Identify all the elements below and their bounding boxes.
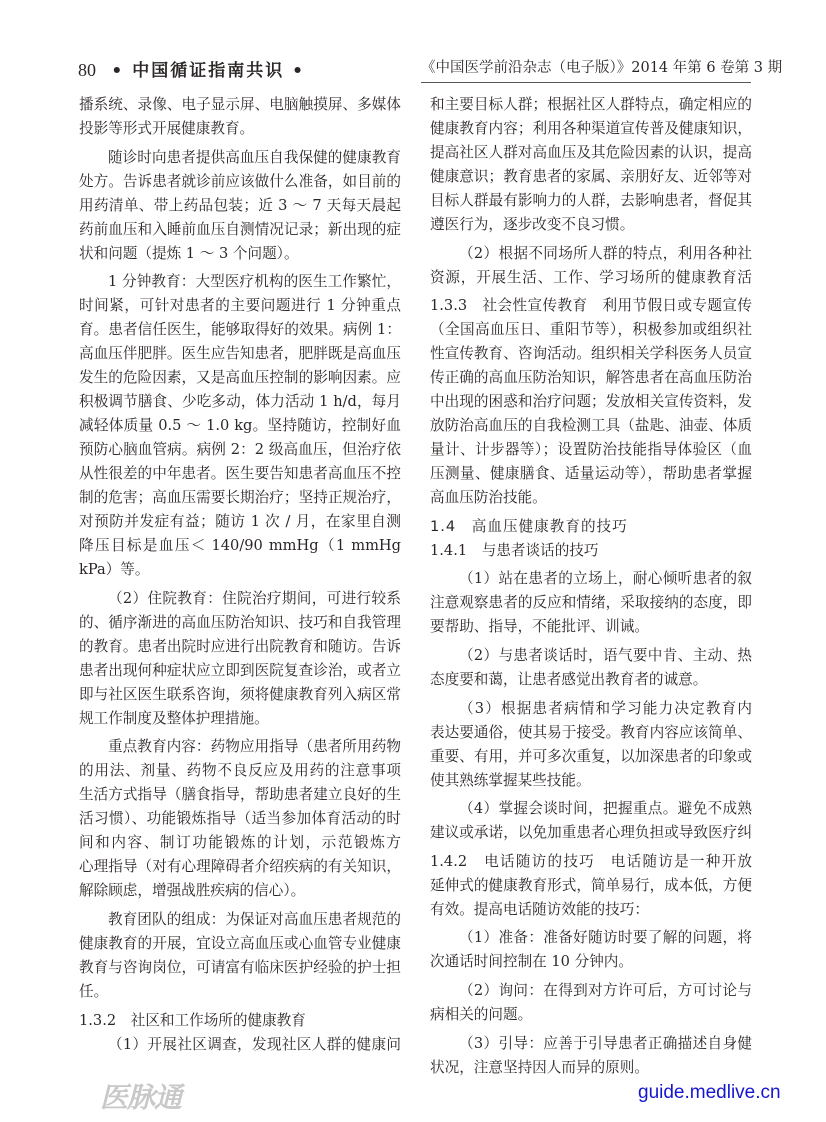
text-line: 任。 (79, 982, 109, 1000)
paragraph (430, 93, 752, 237)
section-title: • 中国循证指南共识 • (111, 61, 305, 81)
section-heading (430, 539, 752, 563)
text-line: 制的危害；高血压需要长期治疗；坚持正规治疗， (79, 489, 401, 507)
page-number: 80 (78, 60, 96, 80)
text-line: 目标人群最有影响力的人群，去影响患者，督促其 (430, 192, 752, 209)
text-line: 高血压防治技能。 (430, 489, 547, 507)
section-heading (79, 1009, 401, 1033)
text-line: （2）询问：在得到对方许可后，方可讨论与 (459, 981, 752, 999)
text-line: （1）开展社区调查，发现社区人群的健康问 (108, 1035, 401, 1053)
text-line: 1 分钟教育：大型医疗机构的医生工作繁忙， (108, 273, 401, 291)
journal-header: 《中国医学前沿杂志（电子版）》2014 年第 6 卷第 3 期 (421, 56, 751, 83)
text-line: 随诊时向患者提供高血压自我保健的健康教育 (108, 148, 401, 166)
text-line: 健康意识；教育患者的家属、亲朋好友、近邻等对 (430, 168, 752, 185)
text-line: 量计、计步器等）；设置防治技能指导体验区（血 (430, 441, 752, 459)
text-line: 发生的危险因素，又是高血压控制的影响因素。应 (79, 369, 401, 387)
right-column (430, 93, 752, 1080)
paragraph (430, 644, 752, 692)
text-line: 积极调节膳食、少吃多动，体力活动 1 h/d，每月 (79, 393, 401, 411)
text-line: 要帮助、指导，不能批评、训诫。 (430, 618, 649, 636)
text-line: 次通话时间控制在 10 分钟内。 (430, 953, 633, 971)
text-line: 高血压伴肥胖。医生应告知患者，肥胖既是高血压 (79, 345, 401, 363)
text-line: 健康教育的开展，宜设立高血压或心血管专业健康 (79, 934, 401, 952)
paragraph (430, 797, 752, 845)
text-line: 遵医行为，逐步改变不良习惯。 (430, 216, 635, 233)
text-line: 降压目标是血压＜ 140/90 mmHg（1 mmHg (79, 537, 401, 555)
text-line: 病相关的问题。 (430, 1005, 533, 1023)
text-line: 性宣传教育、咨询活动。组织相关学科医务人员宣 (430, 345, 752, 363)
left-column (79, 93, 401, 1057)
text-line: （2）住院教育：住院治疗期间，可进行较系 (108, 589, 401, 607)
text-line: 从性很差的中年患者。医生要告知患者高血压不控 (79, 465, 401, 483)
text-line: 预防心脑血管病。病例 2：2 级高血压，但治疗依 (79, 441, 401, 459)
text-line: 药前血压和入睡前血压自测情况记录；新出现的症 (79, 220, 401, 238)
paragraph (79, 908, 401, 1004)
paragraph (430, 697, 752, 793)
site-link[interactable]: guide.medlive.cn (638, 1082, 781, 1103)
text-line: （2）与患者谈话时，语气要中肯、主动、热 (459, 646, 752, 664)
text-line: kPa）等。 (79, 561, 150, 579)
text-line: 和主要目标人群；根据社区人群特点，确定相应的 (430, 96, 752, 113)
text-line: （1）站在患者的立场上，耐心倾听患者的叙 (459, 570, 752, 588)
text-line: 提高社区人群对高血压及其危险因素的认识，提高 (430, 144, 752, 161)
text-line: 的教育。患者出院时应进行出院教育和随访。告诉 (79, 637, 401, 655)
text-line: （3）根据患者病情和学习能力决定教育内 (459, 699, 752, 717)
text-line: 即与社区医生联系咨询，须将健康教育列入病区常 (79, 685, 401, 703)
text-line: 规工作制度及整体护理措施。 (79, 709, 269, 727)
text-line: （2）根据不同场所人群的特点，利用各种社 (459, 244, 752, 262)
text-line: 压测量、健康膳食、适量运动等），帮助患者掌握 (430, 465, 752, 483)
text-line: 间和内容、制订功能锻炼的计划，示范锻炼方 (79, 834, 401, 852)
text-line: 态度要和蔼，让患者感觉出教育者的诚意。 (430, 670, 708, 688)
paragraph (79, 735, 401, 903)
text-line: 传正确的高血压防治知识，解答患者在高血压防治 (430, 369, 752, 387)
text-line: 育。患者信任医生，能够取得好的效果。病例 1： (79, 321, 401, 339)
text-line: 放防治高血压的自我检测工具（盐匙、油壶、体质 (430, 417, 752, 435)
text-line: 患者出现何种症状应立即到医院复查诊治，或者立 (79, 661, 401, 679)
text-line: （全国高血压日、重阳节等），积极参加或组织社 (430, 321, 752, 339)
text-line: 注意观察患者的反应和情绪，采取接纳的态度，即 (430, 594, 752, 612)
text-line: 1.4.1 与患者谈话的技巧 (430, 541, 599, 559)
text-line: 延伸式的健康教育形式，简单易行，成本低，方便 (430, 876, 752, 894)
medlive-watermark-logo: 医脉通 (100, 1081, 182, 1114)
text-line: 1.3.2 社区和工作场所的健康教育 (79, 1011, 306, 1029)
text-line: 时间紧，可针对患者的主要问题进行 1 分钟重点 (79, 297, 401, 315)
text-line: 的、循序渐进的高血压防治知识、技巧和自我管理 (79, 613, 401, 631)
paragraph (79, 93, 401, 141)
section-heading (430, 515, 752, 539)
paragraph (430, 926, 752, 974)
paragraph (79, 587, 401, 731)
text-line: 减轻体质量 0.5 ～ 1.0 kg。坚持随访，控制好血 (79, 417, 401, 435)
text-line: 生活方式指导（膳食指导，帮助患者建立良好的生 (79, 786, 401, 804)
text-line: 建议或承诺，以免加重患者心理负担或导致医疗纠 (430, 824, 752, 842)
text-line: 对预防并发症有益；随访 1 次 / 月，在家里自测 (79, 513, 401, 531)
paragraph (79, 1033, 401, 1057)
text-line: 用药清单、带上药品包装；近 3 ～ 7 天每天晨起 (79, 196, 401, 214)
paragraph (430, 567, 752, 639)
running-header-left (78, 56, 305, 81)
text-line: 中出现的困惑和治疗问题；发放相关宣传资料，发 (430, 393, 752, 411)
text-line: 活习惯）、功能锻炼指导（适当参加体育活动的时 (79, 810, 401, 828)
text-line: 教育与咨询岗位，可请富有临床医护经验的护士担 (79, 958, 401, 976)
text-line: 心理指导（对有心理障碍者介绍疾病的有关知识， (79, 858, 401, 876)
text-line: （1）准备：准备好随访时要了解的问题，将 (459, 929, 752, 947)
text-line: 解除顾虑，增强战胜疾病的信心）。 (79, 882, 306, 900)
text-line: 教育团队的组成：为保证对高血压患者规范的 (108, 910, 401, 928)
text-line: 表达要通俗，使其易于接受。教育内容应该简单、 (430, 723, 752, 741)
paragraph (430, 850, 752, 922)
text-line: 1.3.3 社会性宣传教育 利用节假日或专题宣传 (430, 297, 752, 315)
paragraph (430, 979, 752, 1027)
text-line: 状况，注意坚持因人而异的原则。 (430, 1058, 649, 1076)
text-line: 使其熟练掌握某些技能。 (430, 771, 591, 789)
paragraph (430, 1032, 752, 1080)
text-line: 投影等形式开展健康教育。 (79, 120, 255, 137)
text-line: 重点教育内容：药物应用指导（患者所用药物 (108, 738, 401, 756)
text-line: 资源，开展生活、工作、学习场所的健康教育活 (430, 268, 752, 286)
text-line: 1.4 高血压健康教育的技巧 (430, 517, 628, 535)
text-line: 的用法、剂量、药物不良反应及用药的注意事项 (79, 762, 401, 780)
text-line: 1.4.2 电话随访的技巧 电话随访是一种开放 (430, 852, 752, 870)
paragraph (79, 270, 401, 582)
paragraph (79, 146, 401, 266)
text-line: 有效。提高电话随访效能的技巧： (430, 900, 649, 918)
text-line: 播系统、录像、电子显示屏、电脑触摸屏、多媒体 (79, 96, 401, 113)
paragraph (430, 294, 752, 510)
text-line: 状和问题（提炼 1 ～ 3 个问题）。 (79, 244, 299, 262)
text-line: 健康教育内容；利用各种渠道宣传普及健康知识， (430, 120, 752, 137)
text-line: （3）引导：应善于引导患者正确描述自身健 (459, 1034, 752, 1052)
text-line: （4）掌握会谈时间，把握重点。避免不成熟 (459, 800, 752, 818)
text-line: 处方。告诉患者就诊前应该做什么准备，如目前的 (79, 172, 401, 190)
paragraph (430, 242, 752, 290)
text-line: 重要、有用，并可多次重复，以加深患者的印象或 (430, 747, 752, 765)
